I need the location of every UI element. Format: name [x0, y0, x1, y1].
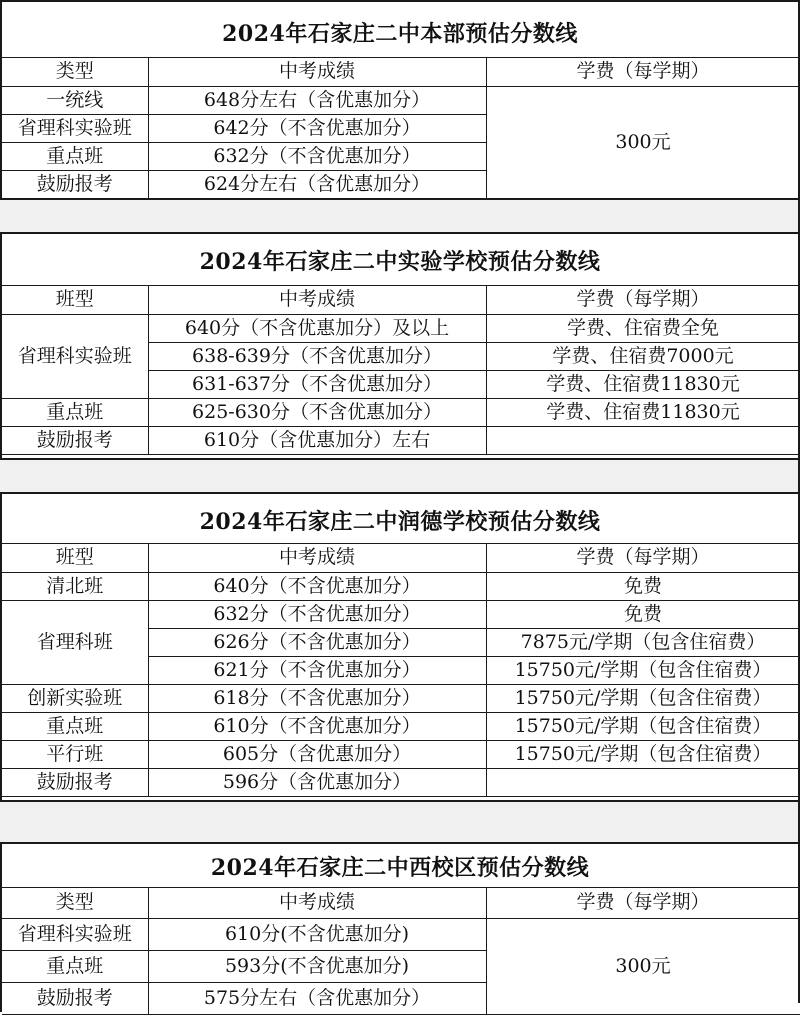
section-shiyan: [0, 232, 798, 460]
section-title: 2024年石家庄二中西校区预估分数线: [2, 844, 798, 888]
table-row: [2, 398, 800, 426]
section-runde: [0, 492, 798, 802]
score: 575分左右（含优惠加分）: [148, 982, 486, 1014]
table-row: [2, 684, 800, 712]
header-score: 中考成绩: [148, 286, 486, 314]
header-fee: 学费（每学期）: [486, 286, 800, 314]
score: 610分（不含优惠加分）: [148, 712, 486, 740]
score: 610分（含优惠加分）左右: [148, 426, 486, 454]
score: 648分左右（含优惠加分）: [148, 86, 486, 114]
class-type: 重点班: [2, 398, 148, 426]
score: 632分（不含优惠加分）: [148, 142, 486, 170]
fee: 免费: [486, 600, 800, 628]
table-row: [2, 572, 800, 600]
table-header-row: [2, 888, 800, 918]
class-type: 省理科实验班: [2, 918, 148, 950]
fee: 学费、住宿费11830元: [486, 398, 800, 426]
class-type: 重点班: [2, 950, 148, 982]
score: 638-639分（不含优惠加分）: [148, 342, 486, 370]
section-gap: [0, 198, 800, 232]
header-score: 中考成绩: [148, 888, 486, 918]
fee: 7875元/学期（包含住宿费）: [486, 628, 800, 656]
section-title: 2024年石家庄二中润德学校预估分数线: [2, 494, 798, 544]
section-benbu: [0, 0, 798, 200]
header-fee: 学费（每学期）: [486, 58, 800, 86]
fee: [486, 426, 800, 454]
score: 624分左右（含优惠加分）: [148, 170, 486, 198]
table-row: [2, 426, 800, 454]
class-type: 鼓励报考: [2, 982, 148, 1014]
table-header-row: [2, 544, 800, 572]
fee: 15750元/学期（包含住宿费）: [486, 712, 800, 740]
table-row: [2, 86, 800, 114]
fee: 学费、住宿费7000元: [486, 342, 800, 370]
score-table: [2, 888, 800, 1015]
score: 625-630分（不含优惠加分）: [148, 398, 486, 426]
class-type: 省理科实验班: [2, 314, 148, 398]
class-type: 重点班: [2, 712, 148, 740]
score: 642分（不含优惠加分）: [148, 114, 486, 142]
header-type: 类型: [2, 58, 148, 86]
table-row: [2, 768, 800, 796]
table-header-row: [2, 286, 800, 314]
score: 632分（不含优惠加分）: [148, 600, 486, 628]
section-title: 2024年石家庄二中实验学校预估分数线: [2, 234, 798, 286]
section-xixiaoqu: [0, 842, 798, 1012]
fee: 免费: [486, 572, 800, 600]
score: 631-637分（不含优惠加分）: [148, 370, 486, 398]
table-row: [2, 918, 800, 950]
score: 626分（不含优惠加分）: [148, 628, 486, 656]
score: 621分（不含优惠加分）: [148, 656, 486, 684]
table-row: [2, 712, 800, 740]
fee: 学费、住宿费全免: [486, 314, 800, 342]
class-type: 创新实验班: [2, 684, 148, 712]
fee: [486, 768, 800, 796]
score-table: [2, 286, 800, 455]
fee: 学费、住宿费11830元: [486, 370, 800, 398]
score: 605分（含优惠加分）: [148, 740, 486, 768]
header-type: 类型: [2, 888, 148, 918]
fee: 300元: [486, 918, 800, 1014]
header-score: 中考成绩: [148, 544, 486, 572]
score: 618分（不含优惠加分）: [148, 684, 486, 712]
score: 640分（不含优惠加分）及以上: [148, 314, 486, 342]
section-gap: [0, 800, 800, 844]
header-fee: 学费（每学期）: [486, 888, 800, 918]
table-row: [2, 740, 800, 768]
header-fee: 学费（每学期）: [486, 544, 800, 572]
table-header-row: [2, 58, 800, 86]
class-type: 平行班: [2, 740, 148, 768]
score: 640分（不含优惠加分）: [148, 572, 486, 600]
fee: 15750元/学期（包含住宿费）: [486, 740, 800, 768]
fee: 300元: [486, 86, 800, 198]
class-type: 省理科实验班: [2, 114, 148, 142]
score: 596分（含优惠加分）: [148, 768, 486, 796]
score: 610分(不含优惠加分): [148, 918, 486, 950]
section-gap: [0, 458, 800, 494]
class-type: 鼓励报考: [2, 426, 148, 454]
score-table: [2, 58, 800, 199]
class-type: 重点班: [2, 142, 148, 170]
fee: 15750元/学期（包含住宿费）: [486, 684, 800, 712]
table-row: [2, 314, 800, 342]
class-type: 鼓励报考: [2, 768, 148, 796]
header-type: 班型: [2, 286, 148, 314]
class-type: 清北班: [2, 572, 148, 600]
header-score: 中考成绩: [148, 58, 486, 86]
table-row: [2, 600, 800, 628]
header-type: 班型: [2, 544, 148, 572]
section-title: 2024年石家庄二中本部预估分数线: [2, 2, 798, 58]
class-type: 一统线: [2, 86, 148, 114]
class-type: 省理科班: [2, 600, 148, 684]
fee: 15750元/学期（包含住宿费）: [486, 656, 800, 684]
score: 593分(不含优惠加分): [148, 950, 486, 982]
class-type: 鼓励报考: [2, 170, 148, 198]
score-table: [2, 544, 800, 797]
